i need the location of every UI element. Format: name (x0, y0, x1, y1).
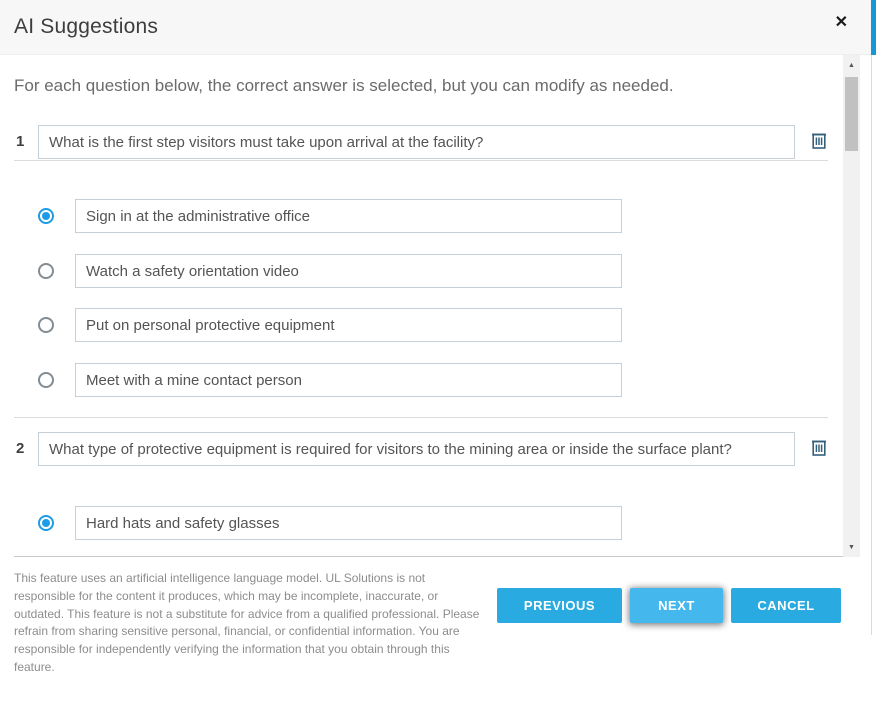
answer-radio[interactable] (38, 317, 54, 333)
answer-row (0, 506, 843, 540)
delete-question-button[interactable] (809, 438, 829, 460)
scrollbar-up-icon[interactable]: ▲ (848, 62, 855, 69)
question-number: 2 (16, 440, 25, 457)
footer-buttons (497, 588, 841, 623)
answer-radio[interactable] (38, 263, 54, 279)
answer-row (0, 363, 843, 397)
close-icon: ✕ (834, 14, 848, 31)
ai-disclaimer-text: This feature uses an artificial intelligence language model. UL Solutions is not responsible for the content it produces, which may be incomplete, inaccurate, or outdated. This feature is not a substitute for advice from a qualified professional. Please refrain from sharing sensitive personal, financial, or confidential information. You are responsible for independently verifying the information that you obtain through this feature. (14, 571, 480, 674)
question-input[interactable] (38, 432, 795, 466)
previous-button[interactable]: PREVIOUS (497, 588, 622, 623)
trash-icon (810, 131, 828, 151)
answer-input[interactable] (75, 254, 622, 288)
delete-question-button[interactable] (809, 131, 829, 153)
divider (14, 160, 828, 161)
answer-input[interactable] (75, 199, 622, 233)
answer-radio[interactable] (38, 515, 54, 531)
answer-row (0, 199, 843, 233)
answer-row (0, 308, 843, 342)
divider (14, 417, 828, 418)
questions-scroll-area (0, 55, 843, 557)
scrollbar-thumb[interactable] (845, 77, 858, 151)
answer-radio[interactable] (38, 372, 54, 388)
question-input[interactable] (38, 125, 795, 159)
answer-row (0, 254, 843, 288)
question-row (0, 125, 843, 159)
scrollbar-down-icon[interactable]: ▼ (848, 544, 855, 551)
question-number: 1 (16, 133, 25, 150)
dialog-title: AI Suggestions (14, 15, 159, 38)
header-edge-strip (871, 0, 876, 55)
answer-input[interactable] (75, 506, 622, 540)
cancel-button[interactable]: CANCEL (731, 588, 841, 623)
instruction-text: For each question below, the correct answer is selected, but you can modify as needed. (14, 76, 674, 95)
answer-input[interactable] (75, 363, 622, 397)
answer-input[interactable] (75, 308, 622, 342)
question-row (0, 432, 843, 466)
dialog-right-border (871, 55, 872, 635)
next-button[interactable]: NEXT (630, 588, 723, 623)
dialog-header (0, 0, 876, 55)
trash-icon (810, 438, 828, 458)
close-button[interactable] (835, 12, 848, 32)
content-bottom-divider (14, 556, 843, 557)
answer-radio[interactable] (38, 208, 54, 224)
